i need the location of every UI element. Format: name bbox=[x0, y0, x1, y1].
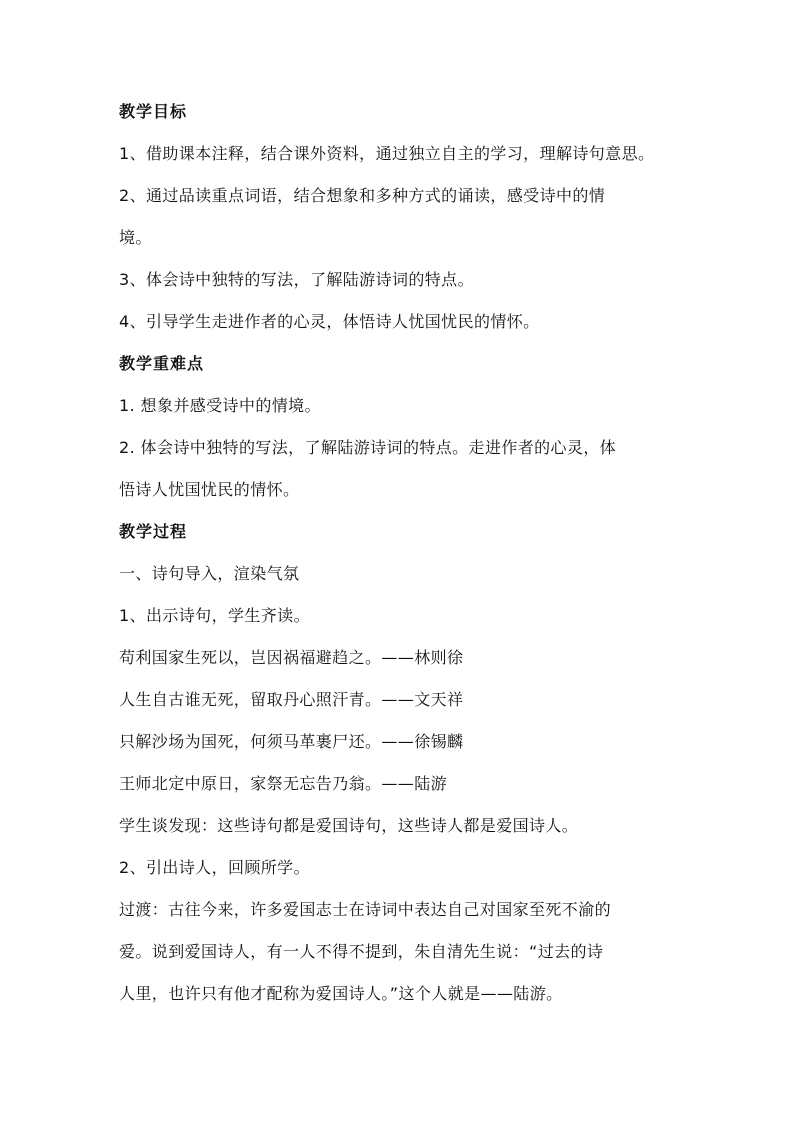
key-point-1: 1. 想象并感受诗中的情境。 bbox=[119, 396, 321, 415]
objective-item-1: 1、借助课本注释，结合课外资料，通过独立自主的学习，理解诗句意思。 bbox=[119, 144, 655, 163]
process-line: 学生谈发现：这些诗句都是爱国诗句，这些诗人都是爱国诗人。 bbox=[119, 816, 579, 835]
heading-process: 教学过程 bbox=[119, 522, 188, 541]
process-line: 1、出示诗句，学生齐读。 bbox=[119, 606, 310, 625]
poem-line: 苟利国家生死以，岂因祸福避趋之。——林则徐 bbox=[119, 648, 464, 667]
objective-item-2-continued: 境。 bbox=[119, 228, 152, 247]
heading-key-points: 教学重难点 bbox=[119, 354, 205, 373]
transition-paragraph-line: 人里，也许只有他才配称为爱国诗人。”这个人就是——陆游。 bbox=[119, 984, 563, 1003]
poem-line: 王师北定中原日，家祭无忘告乃翁。——陆游 bbox=[119, 774, 448, 793]
process-step-heading: 一、诗句导入，渲染气氛 bbox=[119, 564, 300, 583]
poem-line: 只解沙场为国死，何须马革裹尸还。——徐锡麟 bbox=[119, 732, 464, 751]
objective-item-2: 2、通过品读重点词语，结合想象和多种方式的诵读，感受诗中的情 bbox=[119, 186, 606, 205]
objective-item-3: 3、体会诗中独特的写法，了解陆游诗词的特点。 bbox=[119, 270, 474, 289]
heading-objectives: 教学目标 bbox=[119, 102, 188, 121]
poem-line: 人生自古谁无死，留取丹心照汗青。——文天祥 bbox=[119, 690, 464, 709]
key-point-2: 2. 体会诗中独特的写法，了解陆游诗词的特点。走进作者的心灵，体 bbox=[119, 438, 617, 457]
document-page bbox=[119, 102, 694, 1026]
objective-item-4: 4、引导学生走进作者的心灵，体悟诗人忧国忧民的情怀。 bbox=[119, 312, 540, 331]
transition-paragraph-line: 爱。说到爱国诗人，有一人不得不提到，朱自清先生说：“过去的诗 bbox=[119, 942, 604, 961]
process-line: 2、引出诗人，回顾所学。 bbox=[119, 858, 310, 877]
transition-paragraph-line: 过渡：古往今来，许多爱国志士在诗词中表达自己对国家至死不渝的 bbox=[119, 900, 612, 919]
key-point-2-continued: 悟诗人忧国忧民的情怀。 bbox=[119, 480, 300, 499]
